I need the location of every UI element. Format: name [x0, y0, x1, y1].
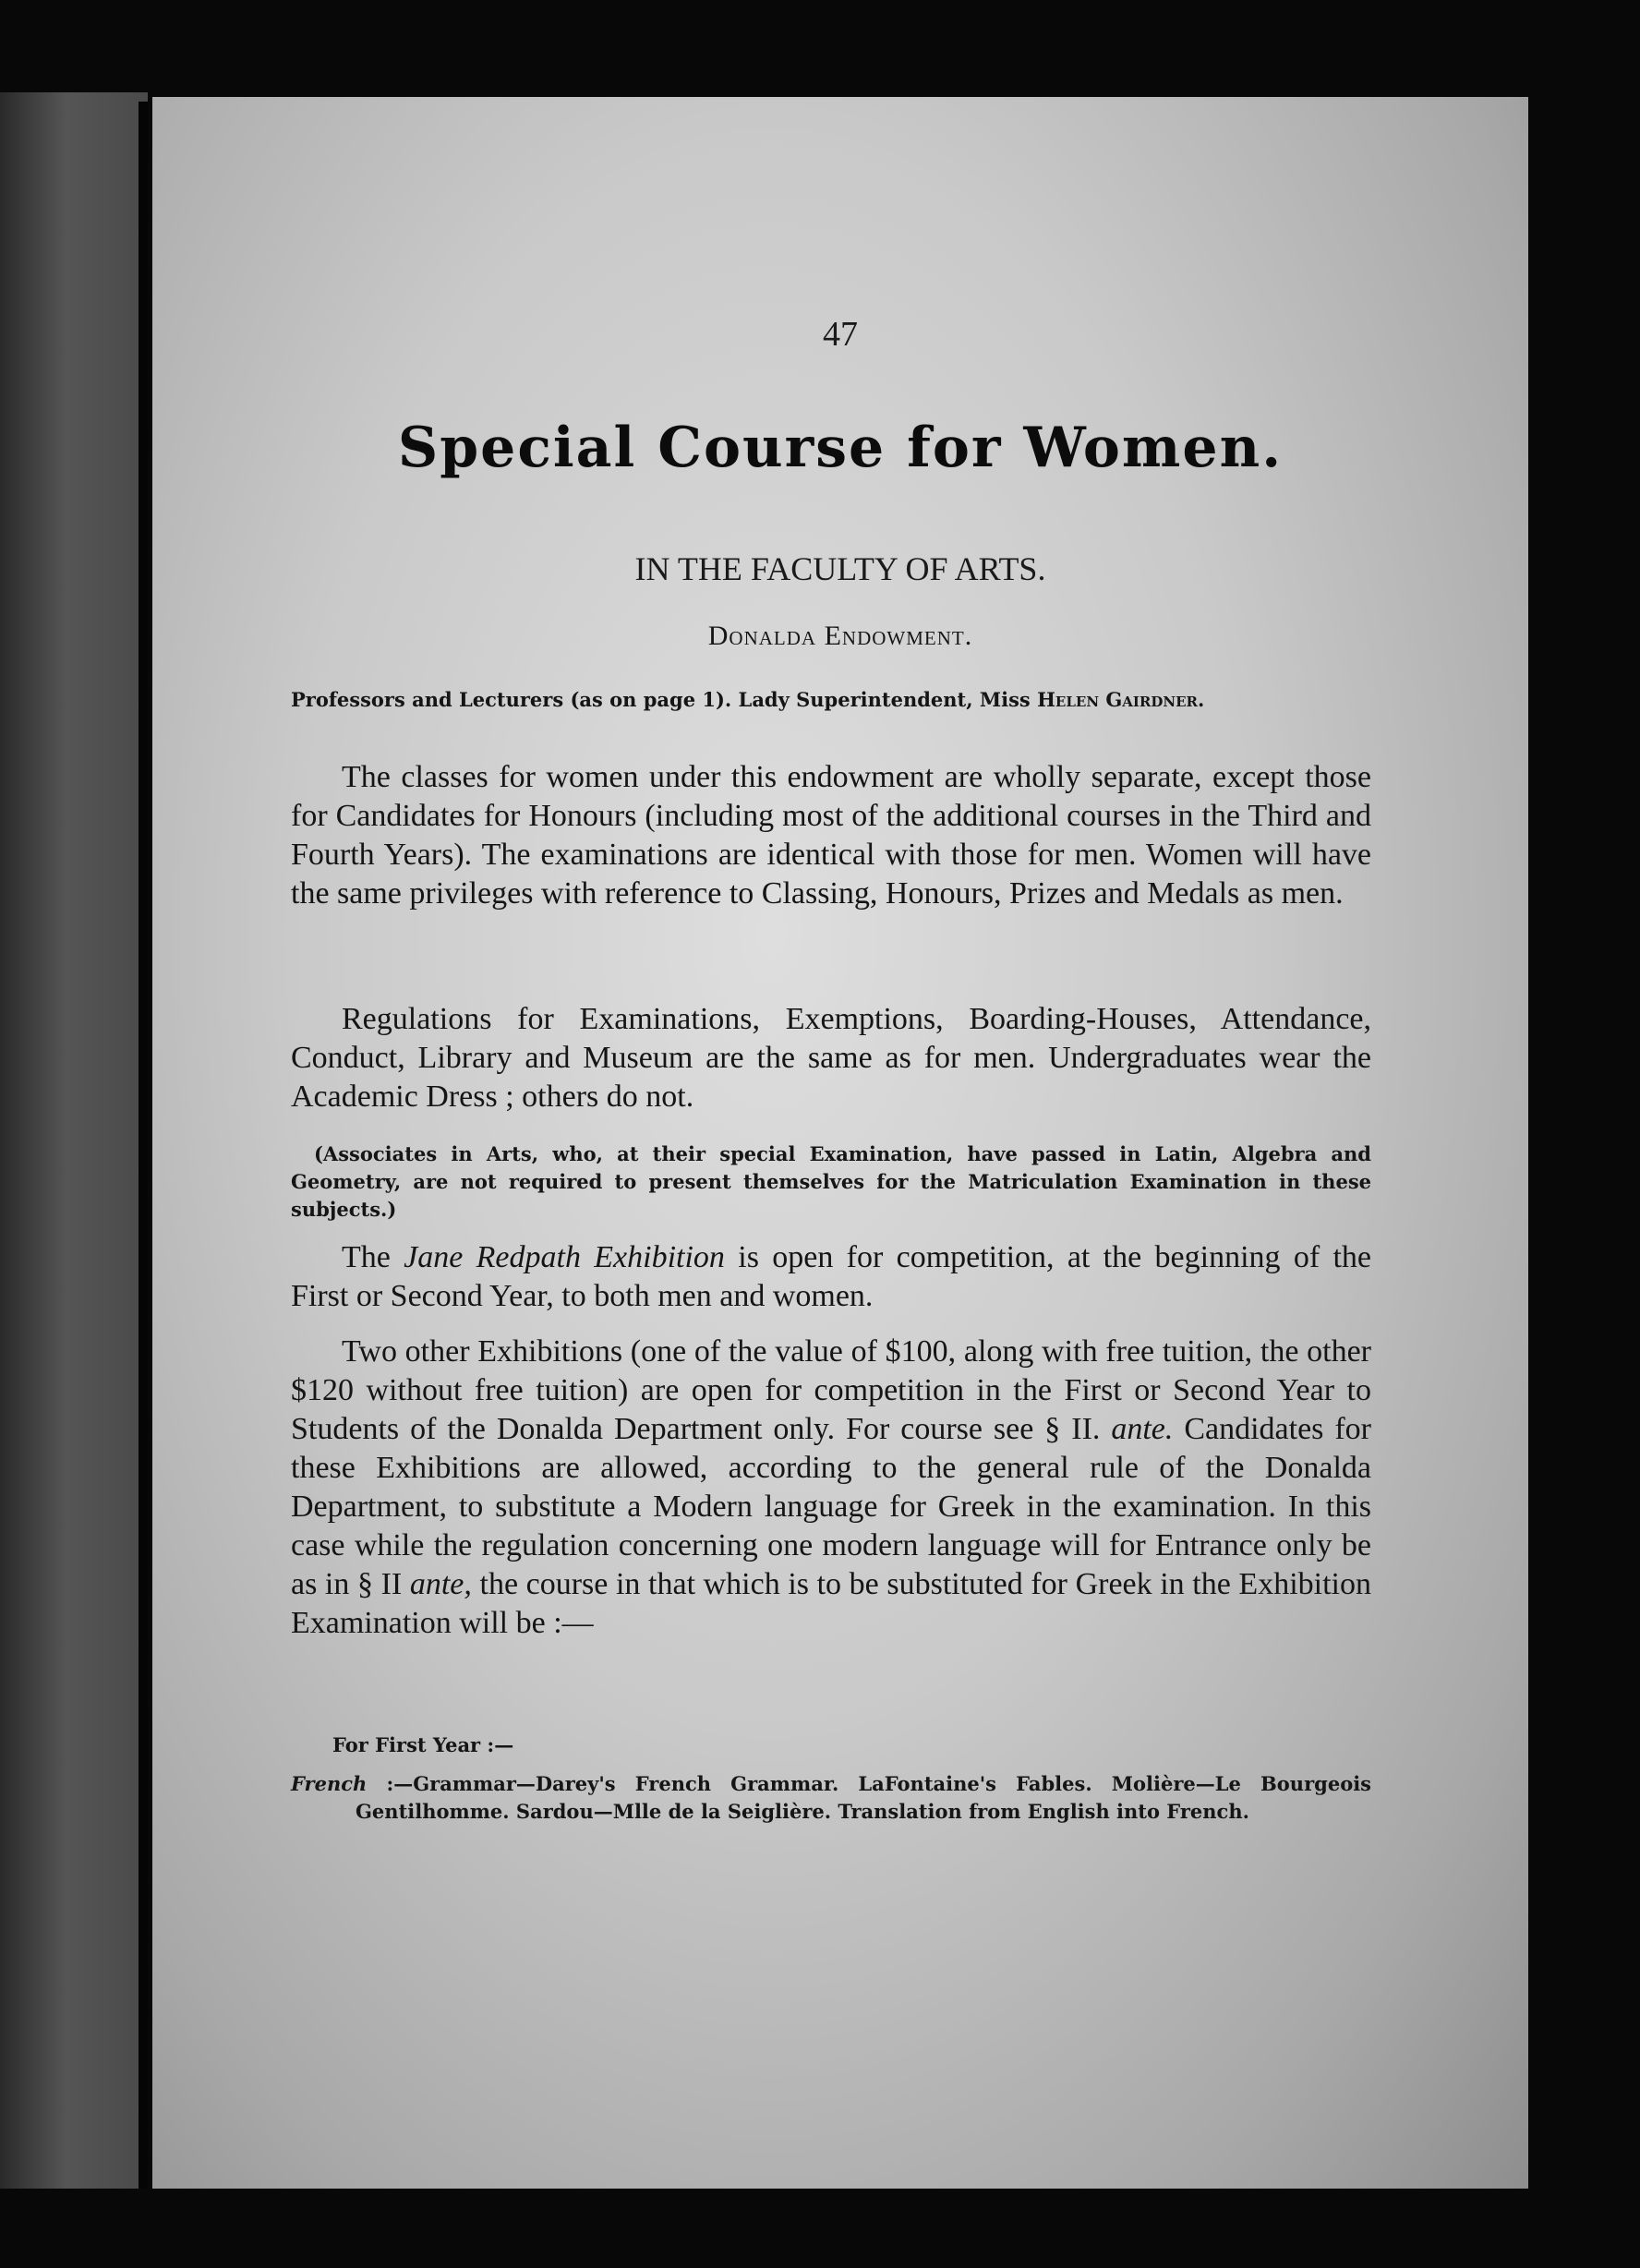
paragraph-redpath [291, 1238, 1371, 1316]
faculty-subheading: IN THE FACULTY OF ARTS. [634, 550, 1046, 587]
french-course [291, 1770, 1371, 1826]
page-heading: Special Course for Women. [397, 416, 1284, 480]
first-year-label: For First Year :— [332, 1733, 514, 1756]
french-label: French [291, 1772, 368, 1795]
exhibitions-part1: Two other Exhibitions (one of the value of $100, along with free tuition, the other $120 without free tuition) are open for competition in the First or Second Year to Students of the Donalda Department only. For course see § II. [291, 1334, 1371, 1446]
exhibitions-ante-1: ante. [1111, 1412, 1174, 1446]
staff-text: Professors and Lecturers (as on page 1). Lady Superintendent, Miss [291, 688, 1038, 711]
facing-page-edge [0, 92, 148, 2189]
staff-line [291, 686, 1371, 714]
paragraph-regulations: Regulations for Examinations, Exemptions, Boarding-Houses, Attendance, Conduct, Library and Museum are the same as for men. Undergraduates wear the Academic Dress ; others do not. [291, 1002, 1371, 1114]
exhibitions-part2: Candidates for these Exhibitions are allowed, according to the general rule of the Donalda Department, to substitute a Modern language for Greek in the examination. In this case while the regulation concerning one modern language will for Entrance only be as in § II [291, 1412, 1372, 1601]
superintendent-name: Helen Gairdner. [1037, 688, 1205, 711]
french-text: :—Grammar—Darey's French Grammar. LaFontaine's Fables. Molière—Le Bourgeois Gentilhomme. Sardou—Mlle de la Seiglière. Translation from English into French. [356, 1772, 1371, 1823]
redpath-prefix: The [342, 1240, 404, 1274]
note-associates: (Associates in Arts, who, at their special Examination, have passed in Latin, Algebra and Geometry, are not required to present themselves for the Matriculation Examination in these subjects.) [291, 1142, 1371, 1221]
redpath-suffix: is open for competition, at the beginning of the First or Second Year, to both men and women. [291, 1240, 1371, 1313]
paragraph-exhibitions [291, 1333, 1371, 1643]
exhibitions-ante-2: ante, [409, 1567, 472, 1601]
book-spine [139, 102, 148, 2189]
endowment-subheading: Donalda Endowment. [707, 621, 973, 651]
redpath-exhibition-name: Jane Redpath Exhibition [404, 1240, 725, 1274]
document-page [152, 97, 1528, 2189]
exhibitions-part3: the course in that which is to be substituted for Greek in the Exhibition Examination will be :— [291, 1567, 1371, 1640]
paragraph-classes: The classes for women under this endowment are wholly separate, except those for Candidates for Honours (including most of the additional courses in the Third and Fourth Years). The examinations are identical with those for men. Women will have the same privileges with reference to Classing, Honours, Prizes and Medals as men. [291, 760, 1371, 911]
page-number: 47 [823, 315, 858, 354]
